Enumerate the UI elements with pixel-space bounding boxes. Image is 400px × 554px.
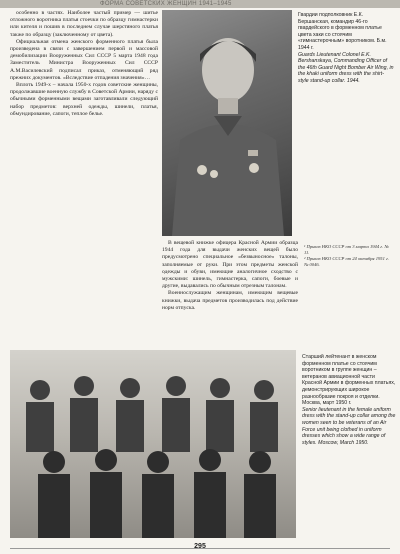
body-paragraph: Военнослужащим женщинам, имеющим вещевые книжки, выдача предметов производилась под действие норм отпуска.: [162, 290, 298, 311]
footnote-item: ² Приказ НКО СССР от 24 октября 1951 г. № 0046.: [304, 256, 389, 267]
portrait-caption: [298, 12, 394, 85]
portrait-photo: [162, 10, 292, 236]
body-column-middle: [162, 240, 298, 346]
body-column-left: [10, 10, 158, 346]
caption-ru: Гвардии подполковник Е.К. Бершанская, командир 46-го гвардейского в форменном платье цвета хаки со стоячим «гимнастерочным» воротником. Б.м. 1944 г.: [298, 12, 387, 51]
caption-ru: Старший лейтенант в женском форменном платье со стоячим воротником в группе женщин – ветеранов авиационной части Красной Армии в форменных платьях, демонстрирующих широкое разнообразие покроя и отделки. Москва, март 1950 г.: [302, 354, 396, 407]
body-paragraph: Официальная отмена женского форменного платья была произведена в связи с завершением первой и массовой демобилизации Вооруженных Сил СССР 5 марта 1948 года Заместитель Министра Вооруженных Сил СССР А.М.Василевский подписал приказ, отменяющий ряд прежних документов. «Вследствие отпадения значения»…: [10, 38, 158, 81]
caption-en: Senior lieutenant in the female uniform dress with the stand-up collar among the women seen to be veterans of an Air Force unit being clothed in uniform dresses which show a wide range of styles. Moscow, March 1950.: [302, 406, 396, 446]
caption-en: Guards Lieutenant Colonel E.K. Bershanskaya, Commanding Officer of the 46th Guard Night Bomber Air Wing, in the khaki uniform dress with the shirt-style stand-up collar. 1944.: [298, 51, 394, 84]
body-paragraph: В вещевой книжке офицера Красной Армии образца 1944 года для выдачи женских вещей было предусмотрено специальное «безвыносное» талоны, заполняемые от руки. При этом предметы женской одежды и обуви, имеющие аналогичное сходство с мужскими: шинель, гимнастерка, сапоги, боевые и другие, выдавались по обычным отрезным талонам.: [162, 240, 298, 290]
group-illustration: [10, 350, 296, 538]
footnotes: [304, 244, 394, 268]
group-caption: [302, 354, 396, 446]
group-photo: [10, 350, 296, 538]
running-header: ФОРМА СОВЕТСКИХ ЖЕНЩИН 1941–1945: [100, 1, 232, 7]
page-number: 295: [194, 543, 206, 550]
portrait-illustration: [162, 10, 292, 236]
footnote-item: ¹ Приказ НКО СССР от 3 марта 1944 г. № 11.: [304, 244, 389, 255]
body-paragraph: Вплоть 1949-х – начала 1950-х годов советские женщины, продолжавшие военную службу в Советской Армии, наряду с обычными форменными вещами заготавливали следующий набор предметов: верхней одежды, шинели, платья, обмундирование, сапоги, теплое белье.: [10, 82, 158, 117]
body-paragraph: особенно в частях. Наиболее частый пример — шитье отложного воротника платья стоечки по образцу гимнастерки или кителя и пошив в последнем случае шерстяного платья также по образцу (заключенному от цвета).: [10, 10, 158, 38]
